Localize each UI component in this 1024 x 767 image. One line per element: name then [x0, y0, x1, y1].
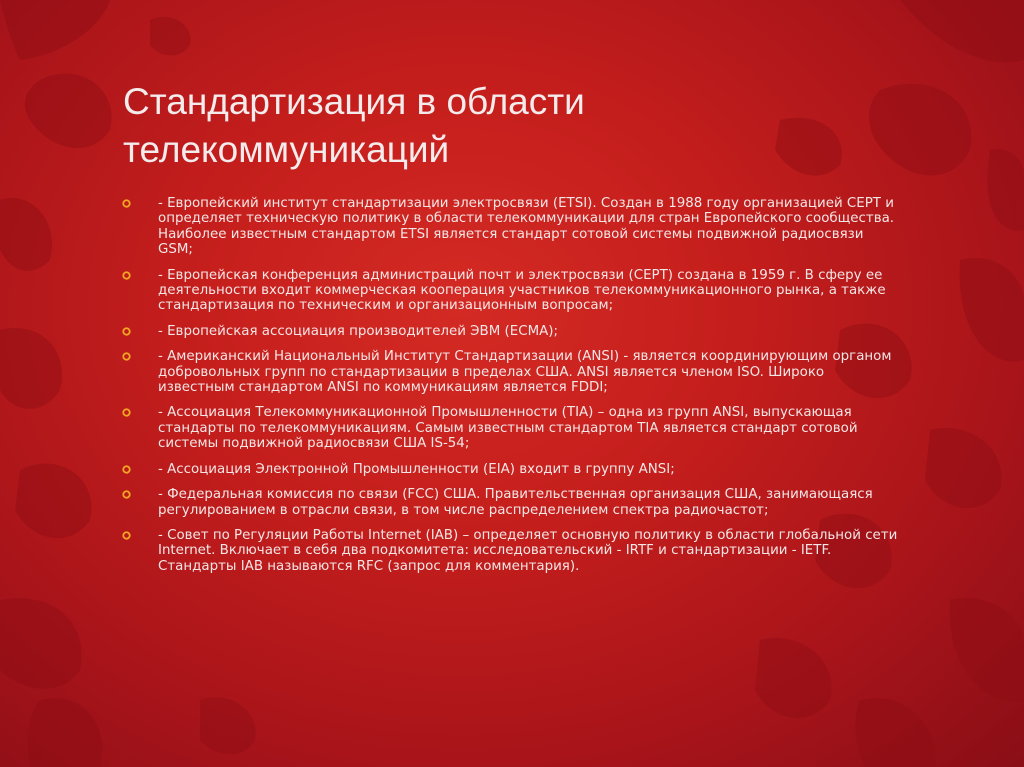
orange-ring-icon	[122, 531, 131, 540]
orange-ring-icon	[122, 327, 131, 336]
bullet-text: - Совет по Регуляции Работы Internet (IAB) – определяет основную политику в области глобальной сети Internet. Включает в себя два подкомитета: исследовательский - IRTF и стандартизации - IETF. Стандарты IAB называются RFC (запрос для комментария).	[158, 527, 898, 574]
bullet-text: - Европейская ассоциация производителей ЭВМ (ЕСМА);	[158, 323, 559, 339]
bullet-item	[122, 324, 902, 339]
orange-ring-icon	[122, 408, 131, 417]
orange-ring-icon	[122, 271, 131, 280]
bullet-item	[122, 196, 902, 258]
bullet-text: - Европейская конференция администраций почт и электросвязи (СЕРТ) создана в 1959 г. В сферу ее деятельности входит коммерческая кооперация участников телекоммуникационного рынка, а также стандартизация по техническим и организационным вопросам;	[158, 267, 886, 314]
slide-title-line2: телекоммуникаций	[123, 129, 450, 170]
bullet-text: - Американский Национальный Институт Стандартизации (ANSI) - является координирующим органом добровольных групп по стандартизации в пределах США. ANSI является членом ISO. Широко известным стандартом ANSI по коммуникациям является FDDI;	[158, 349, 892, 396]
orange-ring-icon	[122, 352, 131, 361]
slide-title	[123, 78, 923, 174]
orange-ring-icon	[122, 199, 131, 208]
bullet-text: - Федеральная комиссия по связи (FCC) США. Правительственная организация США, занимающаяся регулированием в отрасли связи, в том числе распределением спектра радиочастот;	[158, 487, 873, 518]
bullet-item	[122, 268, 902, 314]
bullet-item	[122, 487, 902, 518]
slide-title-line1: Стандартизация в области	[123, 81, 585, 122]
orange-ring-icon	[122, 490, 131, 499]
bullet-item	[122, 462, 902, 477]
bullet-item	[122, 405, 902, 451]
bullet-text: - Ассоциация Телекоммуникационной Промышленности (TIA) – одна из групп ANSI, выпускающая стандарты по телекоммуникациям. Самым известным стандартом TIA является стандарт сотовой системы подвижной радиосвязи США IS-54;	[158, 405, 858, 452]
bullet-text: - Европейский институт стандартизации электросвязи (ETSI). Создан в 1988 году организацией СЕРТ и определяет техническую политику в области телекоммуникации для стран Европейского сообщества. Наиболее известным стандартом ETSI является стандарт сотовой системы подвижной радиосвязи GSM;	[158, 196, 895, 258]
bullet-text: - Ассоциация Электронной Промышленности (EIA) входит в группу ANSI;	[158, 461, 675, 477]
bullet-item	[122, 349, 902, 395]
bullet-list	[122, 196, 902, 584]
bullet-item	[122, 528, 902, 574]
orange-ring-icon	[122, 465, 131, 474]
